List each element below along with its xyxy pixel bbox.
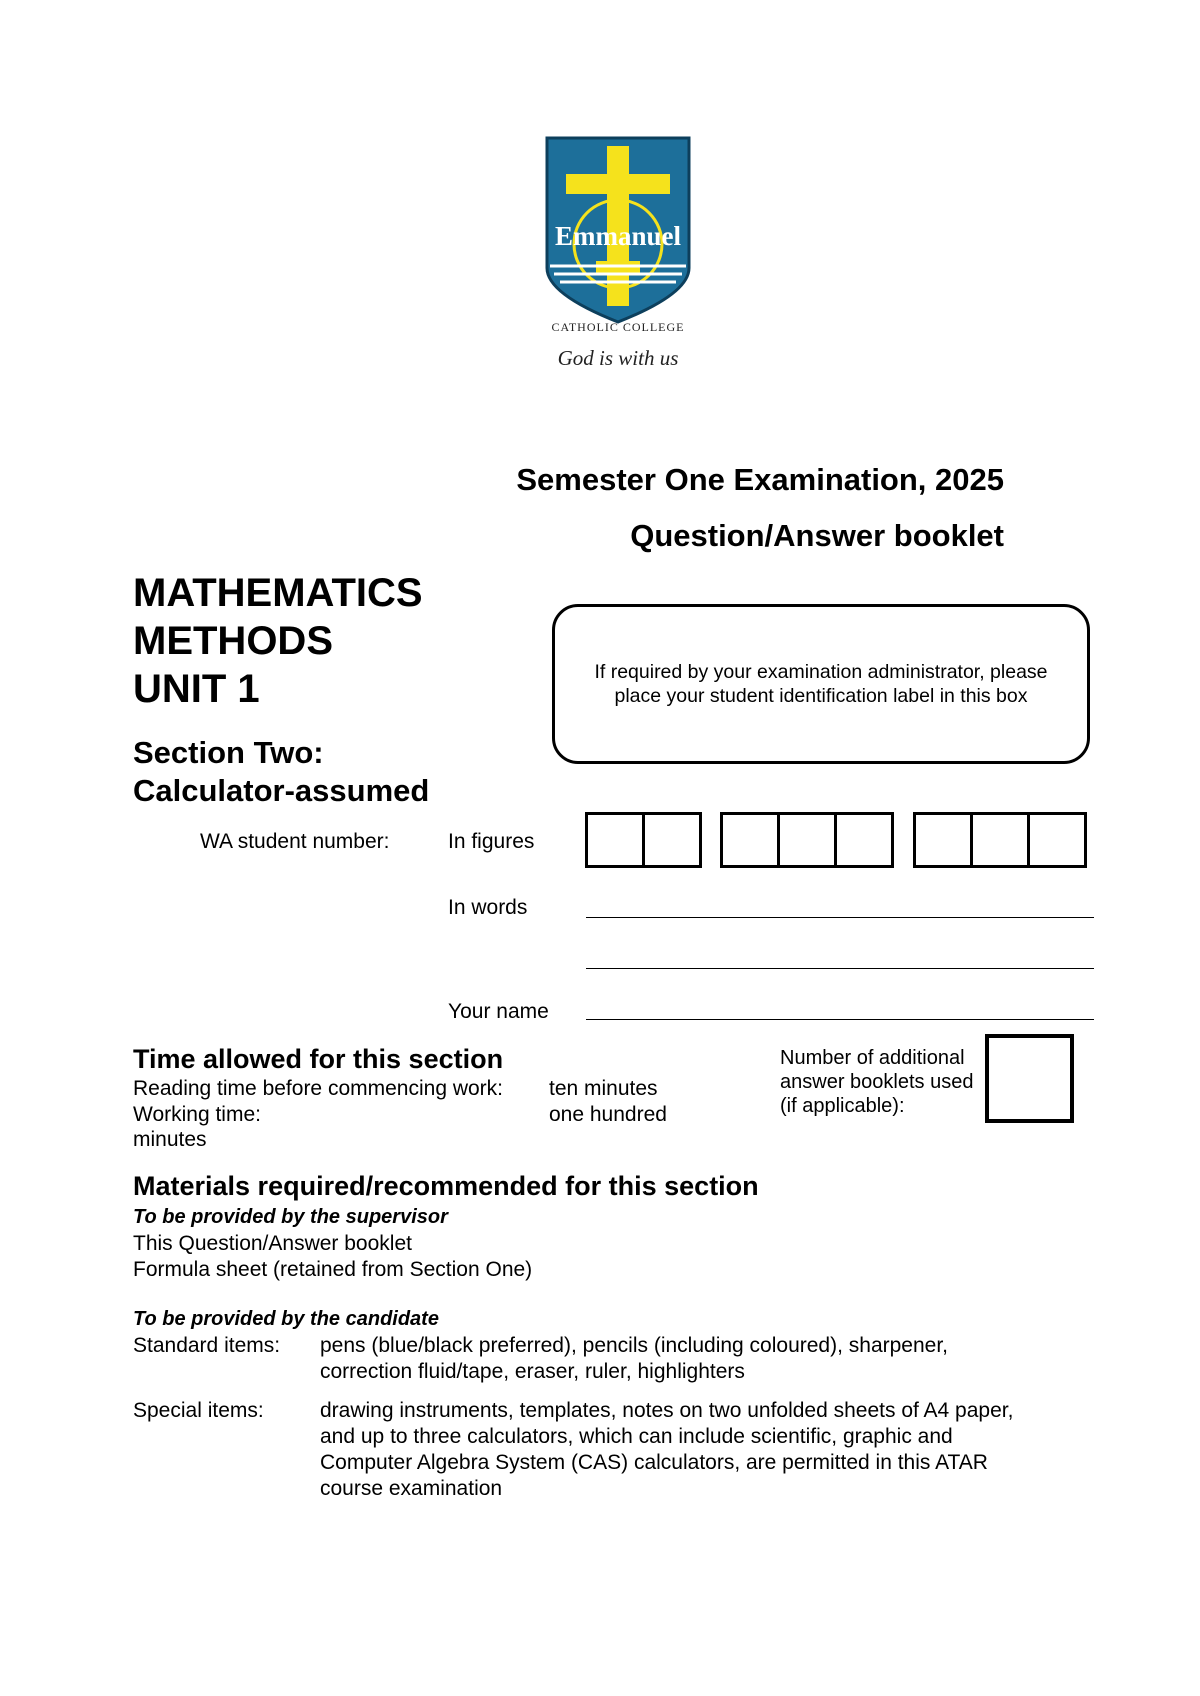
- reading-time-value: ten minutes: [549, 1077, 658, 1100]
- materials-heading: Materials required/recommended for this section: [133, 1171, 759, 1201]
- additional-line-1: Number of additional: [780, 1047, 965, 1069]
- subject-line-3: UNIT 1: [133, 667, 260, 711]
- student-number-digit-box[interactable]: [720, 812, 780, 868]
- in-words-line-2[interactable]: [586, 968, 1094, 969]
- student-number-digit-box[interactable]: [834, 812, 894, 868]
- section-title: [133, 734, 429, 810]
- subject-line-2: METHODS: [133, 619, 333, 663]
- working-time-value-cont: minutes: [133, 1128, 207, 1151]
- school-crest: [544, 136, 692, 378]
- booklet-type: Question/Answer booklet: [630, 518, 1004, 553]
- student-number-digit-box[interactable]: [913, 812, 973, 868]
- standard-items-line-1: pens (blue/black preferred), pencils (including coloured), sharpener,: [320, 1334, 949, 1357]
- special-items-line-3: Computer Algebra System (CAS) calculators, are permitted in this ATAR: [320, 1451, 988, 1474]
- student-id-label-box[interactable]: [552, 604, 1090, 764]
- exam-title: Semester One Examination, 2025: [516, 462, 1004, 497]
- additional-booklets-box[interactable]: [985, 1034, 1074, 1123]
- your-name-label: Your name: [448, 1000, 549, 1023]
- working-time-value: one hundred: [549, 1103, 667, 1126]
- in-words-label: In words: [448, 896, 528, 919]
- special-items-label: Special items:: [133, 1399, 264, 1422]
- additional-booklets-label: [780, 1046, 973, 1118]
- section-line-1: Section Two:: [133, 735, 324, 770]
- candidate-heading: To be provided by the candidate: [133, 1308, 439, 1330]
- section-line-2: Calculator-assumed: [133, 773, 430, 808]
- special-items-line-2: and up to three calculators, which can include scientific, graphic and: [320, 1425, 953, 1448]
- crest-ribbon-text: CATHOLIC COLLEGE: [551, 320, 685, 334]
- special-items-line-1: drawing instruments, templates, notes on two unfolded sheets of A4 paper,: [320, 1399, 1014, 1422]
- special-items-line-4: course examination: [320, 1477, 503, 1500]
- additional-line-3: (if applicable):: [780, 1095, 905, 1117]
- crest-school-name: Emmanuel: [554, 221, 681, 251]
- your-name-line[interactable]: [586, 1019, 1094, 1020]
- student-number-digit-box[interactable]: [585, 812, 645, 868]
- student-number-group-1: [585, 812, 702, 868]
- time-allowed-heading: Time allowed for this section: [133, 1044, 504, 1074]
- working-time-label: Working time:: [133, 1103, 261, 1126]
- cross-shield-icon: [544, 136, 692, 378]
- additional-line-2: answer booklets used: [780, 1071, 974, 1093]
- crest-motto: God is with us: [557, 346, 679, 370]
- standard-items-label: Standard items:: [133, 1334, 281, 1357]
- student-number-digit-box[interactable]: [642, 812, 702, 868]
- student-number-group-2: [720, 812, 894, 868]
- student-number-digit-box[interactable]: [777, 812, 837, 868]
- student-number-digit-box[interactable]: [970, 812, 1030, 868]
- subject-line-1: MATHEMATICS: [133, 571, 423, 615]
- student-number-group-3: [913, 812, 1087, 868]
- wa-student-number-label: WA student number:: [200, 830, 390, 853]
- id-box-instructions: If required by your examination administrator, please place your student identification label in this box: [594, 661, 1048, 707]
- subject-title: [133, 569, 423, 713]
- standard-items-line-2: correction fluid/tape, eraser, ruler, highlighters: [320, 1360, 745, 1383]
- supervisor-item-1: This Question/Answer booklet: [133, 1232, 412, 1255]
- in-words-line-1[interactable]: [586, 917, 1094, 918]
- in-figures-label: In figures: [448, 830, 535, 853]
- reading-time-label: Reading time before commencing work:: [133, 1077, 504, 1100]
- supervisor-item-2: Formula sheet (retained from Section One): [133, 1258, 533, 1281]
- student-number-digit-box[interactable]: [1027, 812, 1087, 868]
- supervisor-heading: To be provided by the supervisor: [133, 1206, 448, 1228]
